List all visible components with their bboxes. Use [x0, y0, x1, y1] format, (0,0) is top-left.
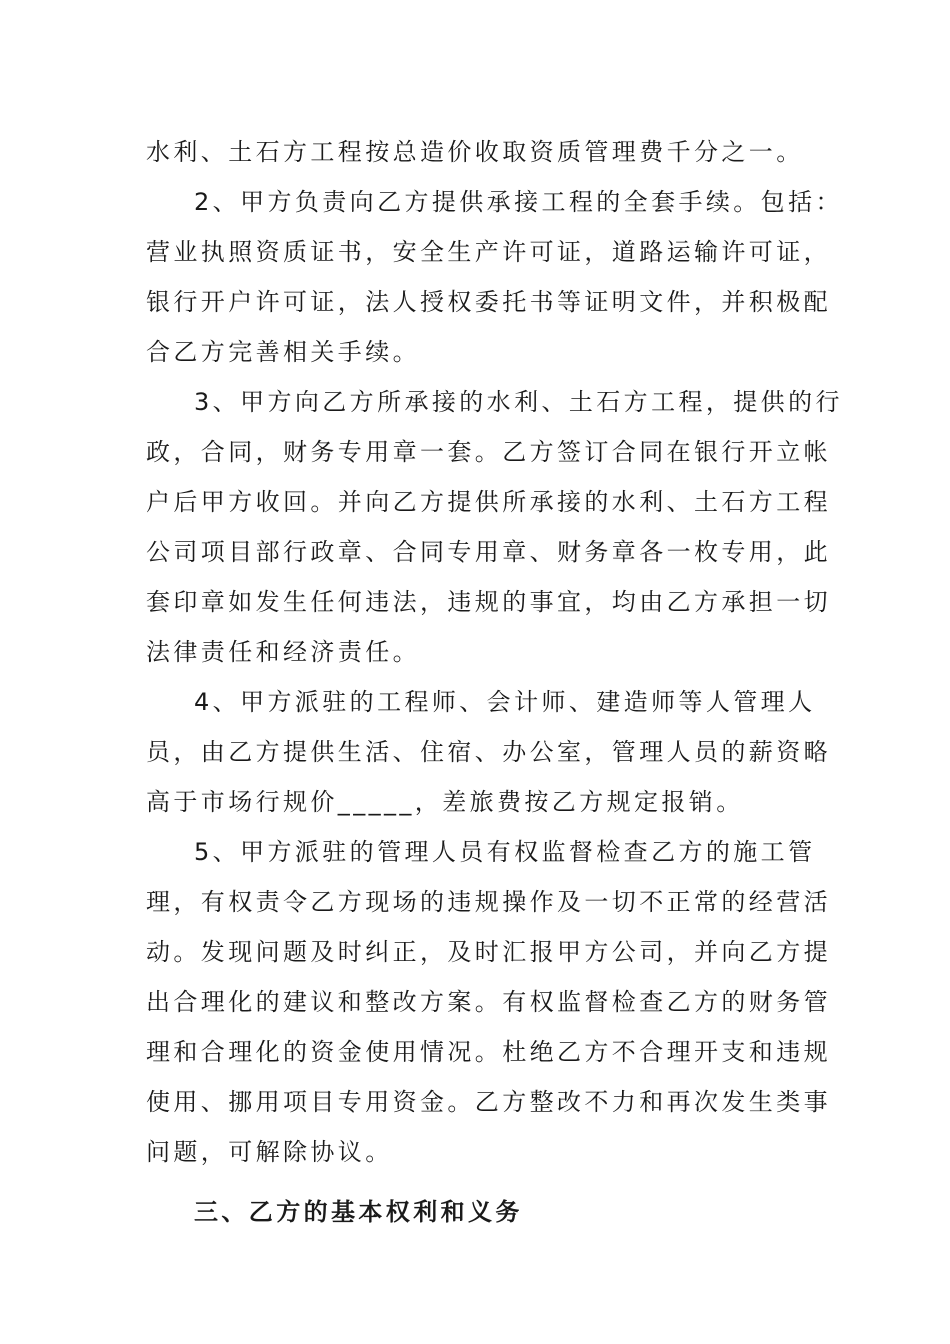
text-line: 问题，可解除协议。	[146, 1138, 393, 1166]
text-line: 出合理化的建议和整改方案。有权监督检查乙方的财务管	[146, 988, 831, 1016]
clause-3-line: 3、甲方向乙方所承接的水利、土石方工程，提供的行	[194, 388, 843, 416]
text-line: 理，有权责令乙方现场的违规操作及一切不正常的经营活	[146, 888, 831, 916]
text-line: 水利、土石方工程按总造价收取资质管理费千分之一。	[146, 138, 804, 166]
text-line: 理和合理化的资金使用情况。杜绝乙方不合理开支和违规	[146, 1038, 831, 1066]
text-line: 户后甲方收回。并向乙方提供所承接的水利、土石方工程	[146, 488, 831, 516]
text-line: 合乙方完善相关手续。	[146, 338, 420, 366]
document-page	[146, 127, 843, 1237]
text-line: 营业执照资质证书，安全生产许可证，道路运输许可证，	[146, 238, 831, 266]
text-line: 政，合同，财务专用章一套。乙方签订合同在银行开立帐	[146, 438, 831, 466]
text-line: 员，由乙方提供生活、住宿、办公室，管理人员的薪资略	[146, 738, 831, 766]
text-line: 动。发现问题及时纠正，及时汇报甲方公司，并向乙方提	[146, 938, 831, 966]
text-line: 法律责任和经济责任。	[146, 638, 420, 666]
clause-5-line: 5、甲方派驻的管理人员有权监督检查乙方的施工管	[194, 838, 816, 866]
text-line: 公司项目部行政章、合同专用章、财务章各一枚专用，此	[146, 538, 831, 566]
text-line: 高于市场行规价_____，差旅费按乙方规定报销。	[146, 788, 744, 816]
clause-2-line: 2、甲方负责向乙方提供承接工程的全套手续。包括：	[194, 188, 843, 216]
text-line: 使用、挪用项目专用资金。乙方整改不力和再次发生类事	[146, 1088, 831, 1116]
text-line: 银行开户许可证，法人授权委托书等证明文件，并积极配	[146, 288, 831, 316]
text-line: 套印章如发生任何违法，违规的事宜，均由乙方承担一切	[146, 588, 831, 616]
section-heading: 三、乙方的基本权利和义务	[194, 1198, 523, 1226]
clause-4-line: 4、甲方派驻的工程师、会计师、建造师等人管理人	[194, 688, 816, 716]
